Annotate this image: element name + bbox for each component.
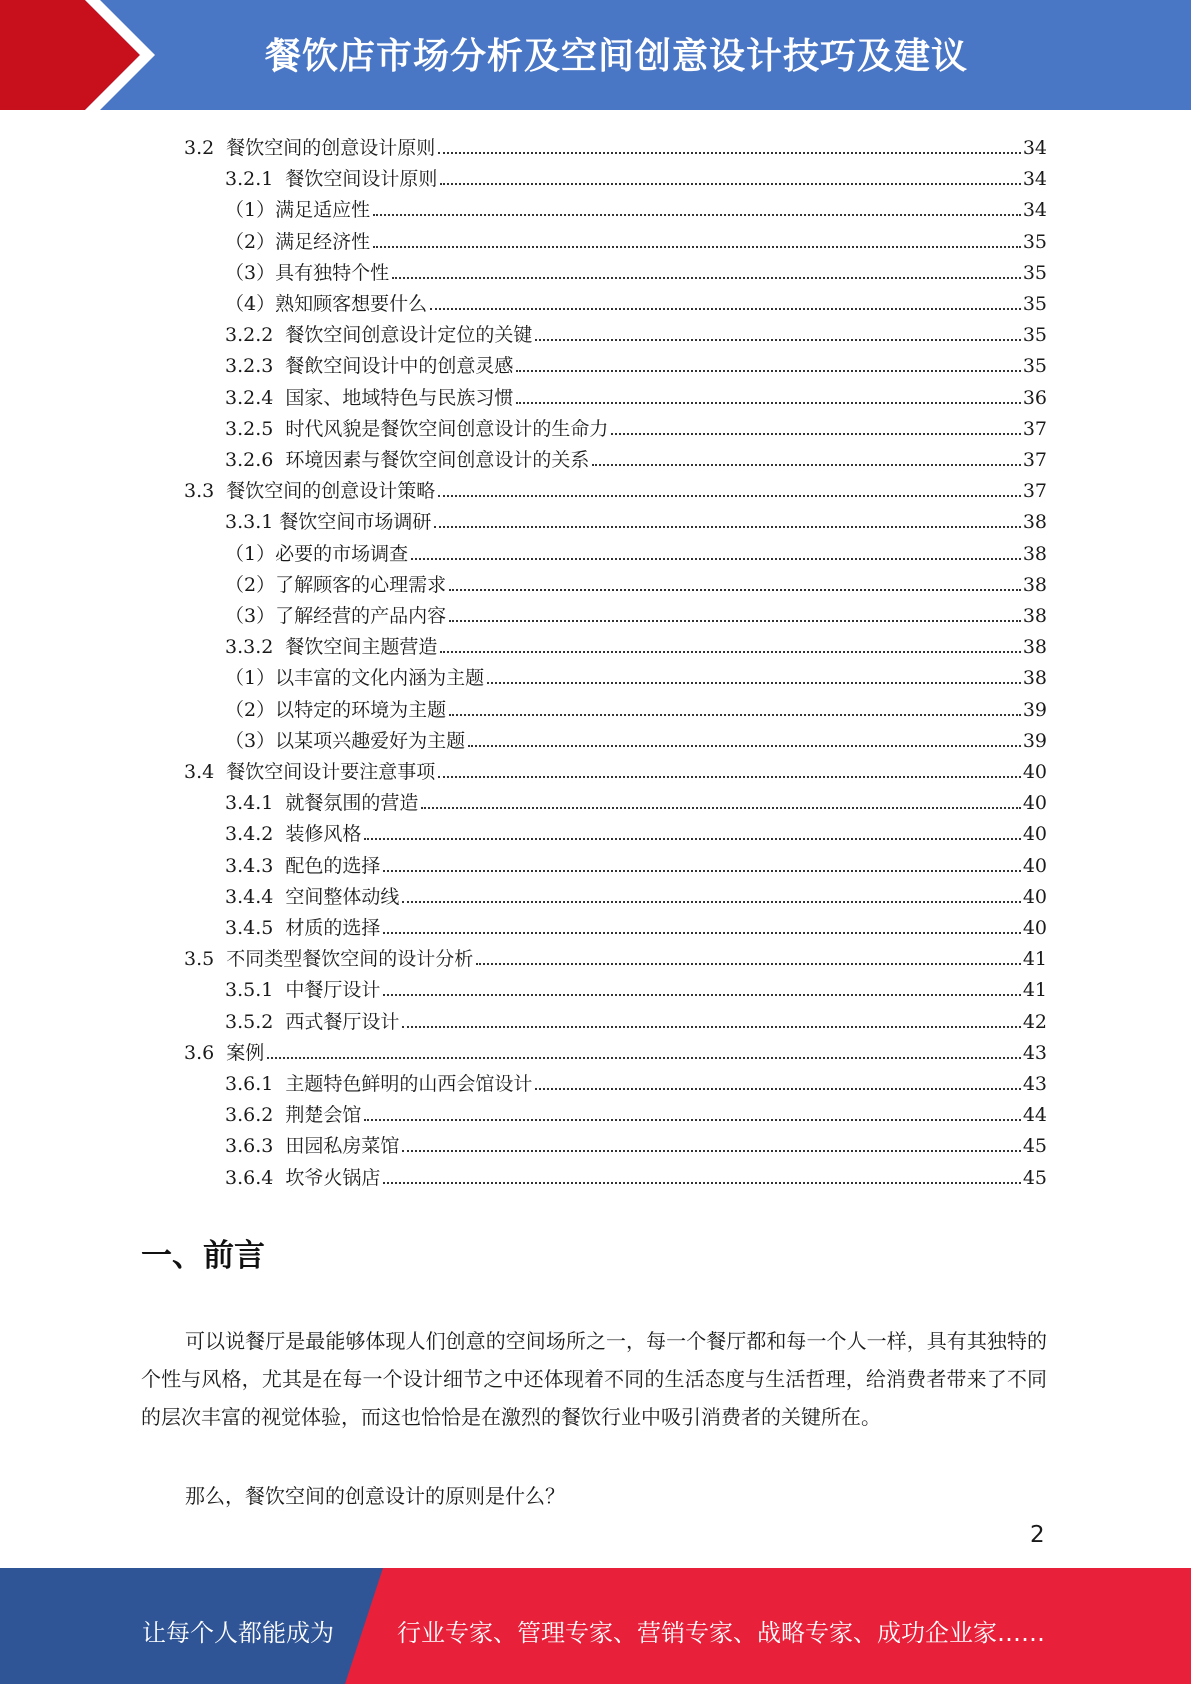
toc-entry-label: （3）以某项兴趣爱好为主题 (225, 729, 466, 752)
toc-leader-dots (516, 402, 1020, 404)
toc-entry[interactable] (225, 534, 1047, 565)
toc-leader-dots (373, 214, 1021, 216)
toc-entry-page: 40 (1022, 885, 1047, 908)
toc-entry[interactable] (184, 128, 1047, 159)
toc-entry-page: 35 (1022, 230, 1047, 253)
toc-entry[interactable] (225, 409, 1047, 440)
toc-entry-number: 3.3.2 (225, 636, 274, 659)
toc-entry-number: 3.4.2 (225, 823, 274, 846)
paragraph: 那么，餐饮空间的创意设计的原则是什么？ (185, 1484, 565, 1508)
toc-entry[interactable] (184, 939, 1047, 970)
toc-entry-page: 37 (1022, 480, 1047, 503)
toc-entry-number: 3.3.1 (225, 511, 274, 534)
toc-entry-page: 38 (1022, 667, 1047, 690)
toc-entry[interactable] (225, 502, 1047, 533)
header-arrow-decoration (0, 0, 160, 110)
toc-leader-dots (449, 589, 1021, 591)
toc-entry-page: 38 (1022, 636, 1047, 659)
toc-entry-number: 3.2.1 (225, 168, 274, 191)
toc-leader-dots (535, 339, 1020, 341)
toc-entry[interactable] (225, 690, 1047, 721)
toc-leader-dots (449, 620, 1021, 622)
toc-leader-dots (438, 776, 1021, 778)
toc-entry-number: 3.4.3 (225, 854, 274, 877)
toc-entry-label: 主题特色鲜明的山西会馆设计 (285, 1073, 533, 1095)
toc-entry-label: 空间整体动线 (285, 885, 400, 908)
toc-entry[interactable] (225, 378, 1047, 409)
toc-entry-label: 国家、地域特色与民族习惯 (285, 386, 514, 409)
toc-entry[interactable] (225, 658, 1047, 689)
toc-entry[interactable] (225, 440, 1047, 471)
page-header (0, 0, 1191, 110)
toc-entry[interactable] (225, 1158, 1047, 1189)
toc-entry-page: 35 (1022, 261, 1047, 284)
toc-entry-label: 案例 (226, 1041, 265, 1064)
toc-leader-dots (535, 1088, 1020, 1090)
toc-entry-page: 34 (1022, 199, 1047, 222)
toc-entry-label: （1）以丰富的文化内涵为主题 (225, 667, 485, 690)
toc-entry-number: 3.2.5 (225, 417, 274, 440)
toc-entry-number: 3.6.3 (225, 1135, 274, 1158)
toc-entry-number: 3.3 (184, 480, 215, 503)
toc-leader-dots (421, 807, 1020, 809)
toc-entry-page: 39 (1022, 729, 1047, 752)
toc-entry-page: 38 (1022, 511, 1047, 534)
toc-entry-label: 田园私房菜馆 (285, 1135, 400, 1158)
toc-entry-label: 环境因素与餐饮空间创意设计的关系 (285, 449, 590, 471)
toc-entry-page: 45 (1022, 1166, 1047, 1189)
toc-entry-label: 材质的选择 (285, 917, 381, 939)
toc-entry[interactable] (225, 253, 1047, 284)
toc-leader-dots (411, 558, 1021, 560)
toc-entry-number: 3.6 (184, 1041, 215, 1064)
toc-entry[interactable] (225, 222, 1047, 253)
toc-entry-label: （3）具有独特个性 (225, 261, 390, 284)
toc-entry[interactable] (225, 908, 1047, 939)
toc-leader-dots (383, 870, 1020, 872)
toc-leader-dots (468, 745, 1021, 747)
toc-leader-dots (592, 464, 1020, 466)
toc-entry[interactable] (225, 565, 1047, 596)
toc-entry-label: 餐飲空间设计中的创意灵感 (285, 355, 514, 378)
toc-leader-dots (392, 277, 1021, 279)
toc-entry-label: 时代风貌是餐饮空间创意设计的生命力 (285, 417, 609, 440)
toc-entry-label: 坎爷火锅店 (285, 1166, 381, 1189)
toc-entry-page: 43 (1022, 1073, 1047, 1095)
toc-entry[interactable] (225, 1095, 1047, 1126)
toc-entry[interactable] (225, 1126, 1047, 1157)
toc-leader-dots (364, 1119, 1020, 1121)
toc-entry-label: 餐饮空间的创意设计策略 (226, 480, 436, 503)
toc-entry-number: 3.6.4 (225, 1166, 274, 1189)
toc-entry[interactable] (225, 315, 1047, 346)
toc-entry-page: 34 (1022, 137, 1047, 159)
toc-entry[interactable] (225, 346, 1047, 377)
toc-leader-dots (383, 932, 1020, 934)
toc-entry-page: 38 (1022, 605, 1047, 627)
toc-leader-dots (430, 308, 1021, 310)
footer-slogan-left: 让每个人都能成为 (142, 1619, 334, 1647)
page-number: 2 (1030, 1522, 1045, 1548)
toc-entry-page: 40 (1022, 792, 1047, 815)
toc-entry-label: 餐饮空间的创意设计原则 (226, 137, 436, 159)
toc-entry[interactable] (184, 752, 1047, 783)
toc-entry[interactable] (225, 970, 1047, 1001)
toc-entry-page: 44 (1022, 1104, 1047, 1127)
toc-leader-dots (440, 183, 1020, 185)
toc-entry-number: 3.4.1 (225, 792, 274, 815)
toc-leader-dots (611, 433, 1020, 435)
toc-entry-page: 35 (1022, 324, 1047, 347)
toc-entry-label: 就餐氛围的营造 (285, 792, 419, 815)
toc-leader-dots (402, 901, 1020, 903)
toc-entry-number: 3.2.4 (225, 386, 274, 409)
paragraph: 可以说餐厅是最能够体现人们创意的空间场所之一，每一个餐厅都和每一个人一样，具有其独特的个性与风格，尤其是在每一个设计细节之中还体现着不同的生活态度与生活哲理，给消费者带来了不同的层次丰富的视觉体验，而这也恰恰是在激烈的餐饮行业中吸引消费者的关键所在。 (141, 1329, 1047, 1429)
toc-entry-number: 3.5.1 (225, 979, 274, 1002)
page-footer (0, 1568, 1191, 1684)
toc-leader-dots (440, 651, 1020, 653)
toc-entry-number: 3.6.1 (225, 1073, 274, 1095)
toc-entry-page: 40 (1022, 823, 1047, 846)
toc-entry-page: 37 (1022, 449, 1047, 471)
toc-entry[interactable] (225, 783, 1047, 814)
toc-leader-dots (438, 152, 1021, 154)
toc-entry-page: 45 (1022, 1135, 1047, 1158)
toc-entry-label: 餐饮空间设计原则 (285, 168, 438, 191)
toc-leader-dots (438, 495, 1021, 497)
toc-entry-number: 3.2.2 (225, 324, 274, 347)
toc-leader-dots (487, 682, 1021, 684)
toc-entry-page: 41 (1022, 948, 1047, 971)
toc-entry-number: 3.4 (184, 761, 215, 783)
toc-entry[interactable] (225, 1002, 1047, 1033)
toc-entry-page: 40 (1022, 854, 1047, 877)
toc-entry-page: 38 (1022, 542, 1047, 565)
toc-entry-page: 40 (1022, 761, 1047, 783)
toc-entry-label: 餐饮空间主题营造 (285, 636, 438, 659)
toc-entry-page: 43 (1022, 1041, 1047, 1064)
toc-leader-dots (383, 994, 1020, 996)
toc-entry-page: 37 (1022, 417, 1047, 440)
toc-entry-number: 3.4.4 (225, 885, 274, 908)
section-heading: 一、前言 (141, 1238, 265, 1274)
footer-slogan-right: 行业专家、管理专家、营销专家、战略专家、成功企业家…… (397, 1619, 1045, 1647)
toc-entry[interactable] (225, 596, 1047, 627)
toc-entry[interactable] (225, 284, 1047, 315)
toc-entry-number: 3.5 (184, 948, 215, 971)
toc-entry[interactable] (225, 721, 1047, 752)
toc-leader-dots (476, 963, 1021, 965)
toc-leader-dots (434, 526, 1020, 528)
toc-entry[interactable] (225, 159, 1047, 190)
toc-leader-dots (402, 1026, 1020, 1028)
toc-entry-label: （3）了解经营的产品内容 (225, 605, 447, 627)
toc-entry-label: （2）满足经济性 (225, 230, 371, 253)
document-title: 餐饮店市场分析及空间创意设计技巧及建议 (265, 36, 969, 77)
toc-entry-number: 3.6.2 (225, 1104, 274, 1127)
toc-leader-dots (516, 370, 1020, 372)
toc-entry-page: 40 (1022, 917, 1047, 939)
toc-entry[interactable] (225, 190, 1047, 221)
toc-leader-dots (402, 1150, 1020, 1152)
toc-entry-label: 不同类型餐饮空间的设计分析 (226, 948, 474, 971)
toc-entry[interactable] (184, 1033, 1047, 1064)
toc-entry-page: 39 (1022, 698, 1047, 721)
toc-entry-number: 3.2.3 (225, 355, 274, 378)
toc-entry-label: （1）必要的市场调查 (225, 542, 409, 565)
toc-leader-dots (449, 714, 1021, 716)
toc-entry-label: （2）了解顾客的心理需求 (225, 573, 447, 596)
toc-entry-label: 西式餐厅设计 (285, 1010, 400, 1033)
toc-entry-label: （2）以特定的环境为主题 (225, 698, 447, 721)
toc-leader-dots (267, 1057, 1021, 1059)
toc-leader-dots (383, 1182, 1020, 1184)
toc-entry-number: 3.2.6 (225, 449, 274, 471)
toc-entry-label: 餐饮空间创意设计定位的关键 (285, 324, 533, 347)
toc-entry-page: 36 (1022, 386, 1047, 409)
toc-entry-label: 餐饮空间市场调研 (279, 511, 432, 534)
toc-entry-label: （4）熟知顾客想要什么 (225, 293, 428, 315)
toc-entry-number: 3.5.2 (225, 1010, 274, 1033)
toc-entry-label: 装修风格 (285, 823, 362, 846)
toc-entry-page: 35 (1022, 355, 1047, 378)
toc-entry[interactable] (225, 814, 1047, 845)
toc-leader-dots (364, 838, 1020, 840)
toc-entry-page: 38 (1022, 573, 1047, 596)
toc-entry[interactable] (225, 1064, 1047, 1095)
toc-leader-dots (373, 246, 1021, 248)
toc-entry[interactable] (225, 877, 1047, 908)
toc-entry-page: 41 (1022, 979, 1047, 1002)
toc-entry-page: 34 (1022, 168, 1047, 191)
toc-entry-page: 42 (1022, 1010, 1047, 1033)
toc-entry-number: 3.2 (184, 137, 215, 159)
toc-entry-label: （1）满足适应性 (225, 199, 371, 222)
toc-entry-number: 3.4.5 (225, 917, 274, 939)
toc-entry-label: 配色的选择 (285, 854, 381, 877)
toc-entry[interactable] (184, 471, 1047, 502)
toc-entry[interactable] (225, 846, 1047, 877)
toc-entry[interactable] (225, 627, 1047, 658)
toc-entry-label: 中餐厅设计 (285, 979, 381, 1002)
toc-entry-label: 餐饮空间设计要注意事项 (226, 761, 436, 783)
toc-entry-page: 35 (1022, 293, 1047, 315)
toc-entry-label: 荆楚会馆 (285, 1104, 362, 1127)
